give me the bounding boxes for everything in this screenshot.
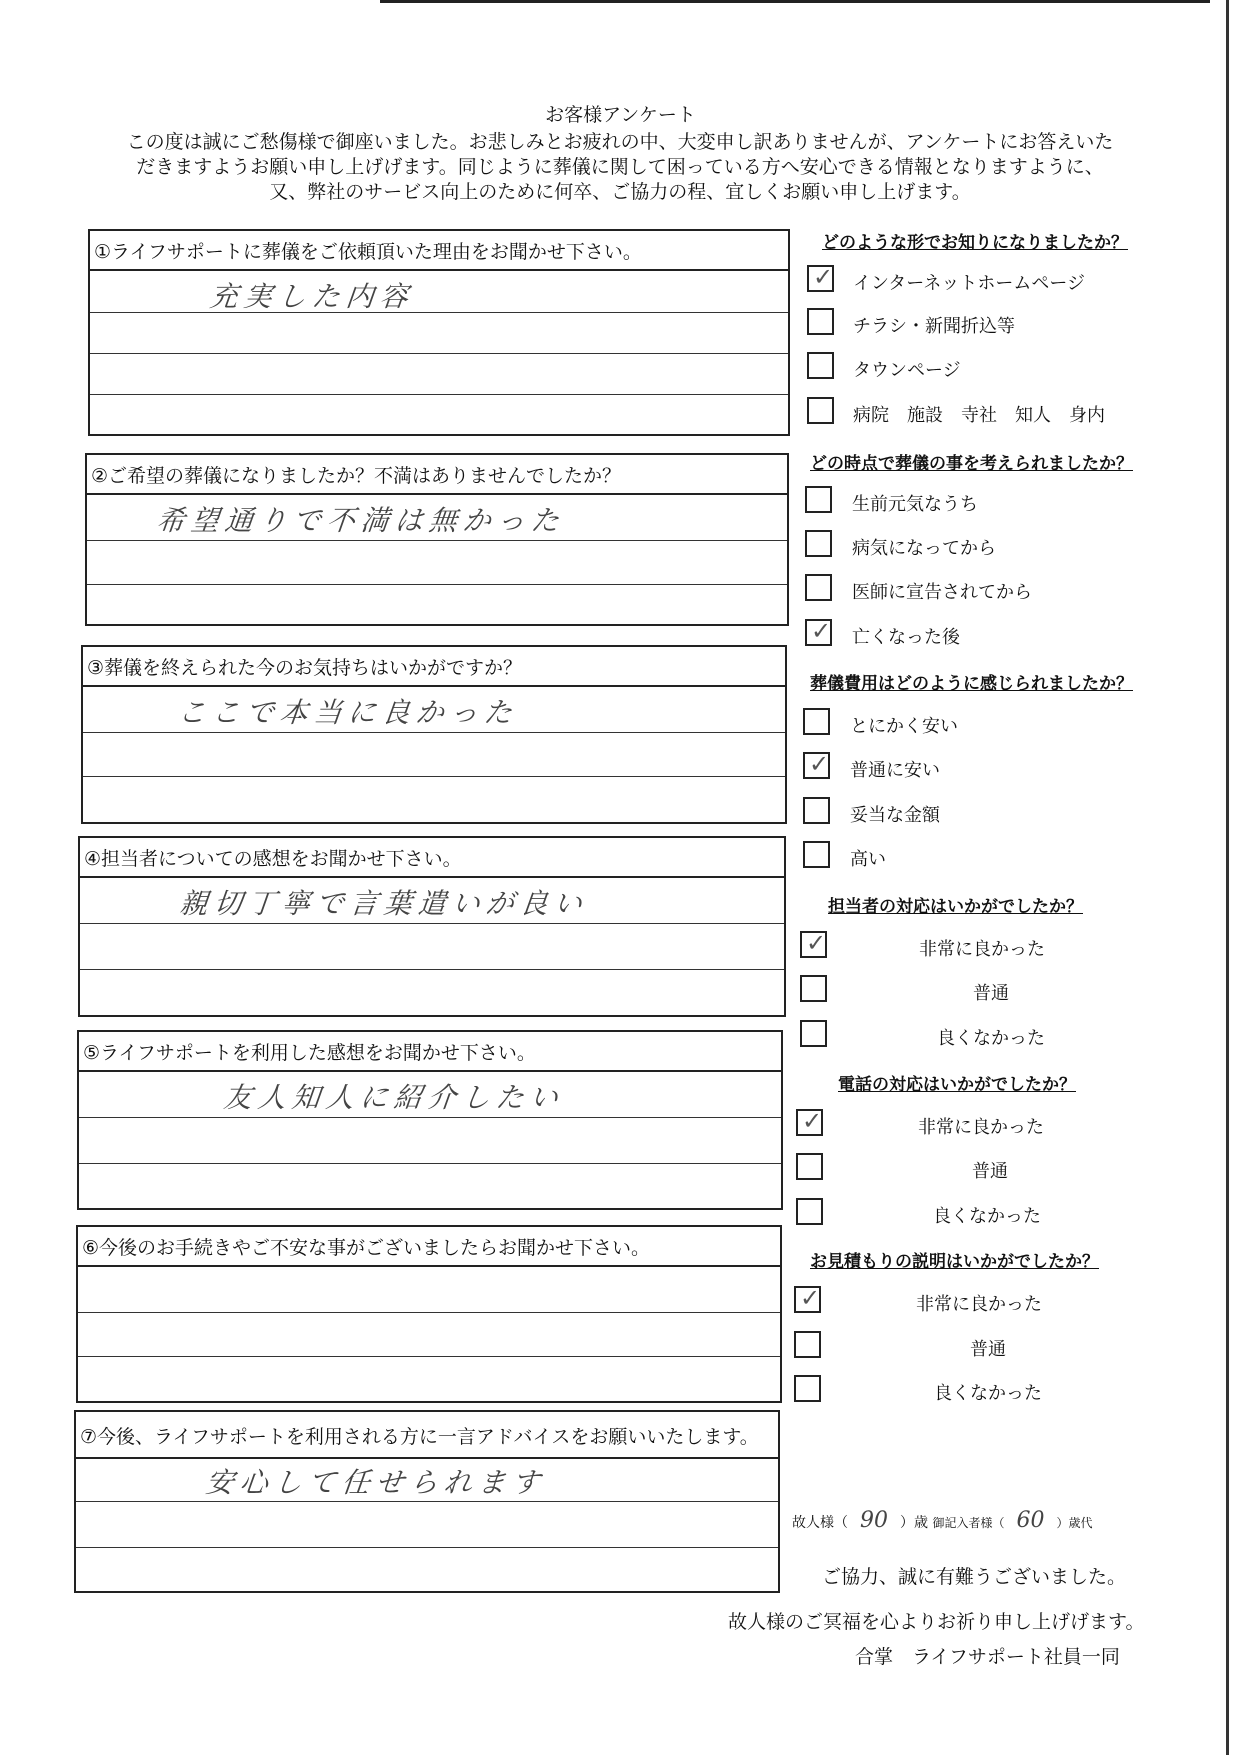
check-mark-icon: ✓ xyxy=(811,617,832,645)
option-while-healthy[interactable] xyxy=(805,484,1135,518)
checkbox[interactable] xyxy=(805,574,832,601)
section-staff-title: 担当者の対応はいかがでしたか？ xyxy=(828,897,1083,917)
option-label: 良くなかった xyxy=(937,1028,1045,1049)
option-label: 病気になってから xyxy=(852,538,996,559)
option-label: 普通 xyxy=(970,1339,1006,1360)
option-after-illness[interactable] xyxy=(805,528,1135,562)
option-phone-normal[interactable] xyxy=(796,1151,1126,1185)
option-after-death[interactable] xyxy=(805,617,1135,651)
checkbox[interactable] xyxy=(800,975,827,1002)
question-7-box xyxy=(74,1410,780,1593)
checkbox[interactable] xyxy=(794,1331,821,1358)
deceased-age-suffix: ）歳 xyxy=(900,1515,928,1531)
option-label: 亡くなった後 xyxy=(852,627,960,648)
check-mark-icon: ✓ xyxy=(809,750,830,778)
answer-line[interactable] xyxy=(78,1313,780,1357)
checkbox[interactable] xyxy=(803,841,830,868)
question-4-box xyxy=(78,836,786,1017)
writer-age-value[interactable]: 60 xyxy=(1016,1508,1045,1533)
writer-age-suffix: ）歳代 xyxy=(1056,1516,1093,1530)
answer-line[interactable] xyxy=(87,585,787,624)
answer-line[interactable] xyxy=(80,970,784,1015)
answer-handwriting: ここで本当に良かった xyxy=(176,696,520,729)
option-expensive[interactable] xyxy=(803,839,1133,873)
survey-intro xyxy=(60,130,1180,205)
answer-line[interactable] xyxy=(90,395,788,434)
answer-line[interactable] xyxy=(80,924,784,970)
answer-line[interactable] xyxy=(83,777,785,822)
option-phone-very-good[interactable] xyxy=(796,1107,1126,1141)
option-fairly-cheap[interactable] xyxy=(803,750,1133,784)
option-label: 良くなかった xyxy=(934,1383,1042,1404)
option-reasonable[interactable] xyxy=(803,795,1133,829)
answer-line[interactable] xyxy=(76,1459,778,1502)
answer-line[interactable] xyxy=(90,313,788,354)
option-label: 生前元気なうち xyxy=(852,494,978,515)
option-label: とにかく安い xyxy=(850,716,958,737)
answer-line[interactable] xyxy=(78,1267,780,1313)
checkbox[interactable] xyxy=(800,1020,827,1047)
age-fields xyxy=(792,1508,1092,1533)
option-label: 非常に良かった xyxy=(919,939,1045,960)
answer-line[interactable] xyxy=(78,1357,780,1401)
scan-edge-right xyxy=(1226,0,1229,1755)
option-internet[interactable] xyxy=(807,263,1137,297)
question-3-label: ③葬儀を終えられた今のお気持ちはいかがですか？ xyxy=(83,647,785,687)
section-phone-title: 電話の対応はいかがでしたか？ xyxy=(838,1075,1076,1095)
checkbox[interactable] xyxy=(794,1375,821,1402)
question-6-box xyxy=(76,1225,782,1403)
option-townpage[interactable] xyxy=(807,350,1137,384)
option-flyer[interactable] xyxy=(807,306,1137,340)
option-label: 病院 施設 寺社 知人 身内 xyxy=(853,405,1105,426)
checkbox[interactable] xyxy=(794,1286,821,1313)
option-phone-not-good[interactable] xyxy=(796,1196,1126,1230)
question-1-label: ①ライフサポートに葬儀をご依頼頂いた理由をお聞かせ下さい。 xyxy=(90,231,788,271)
option-label: 普通 xyxy=(973,983,1009,1004)
survey-title: お客様アンケート xyxy=(545,104,696,126)
answer-line[interactable] xyxy=(76,1548,778,1591)
option-very-cheap[interactable] xyxy=(803,706,1133,740)
question-7-label: ⑦今後、ライフサポートを利用される方に一言アドバイスをお願いいたします。 xyxy=(76,1412,778,1459)
option-referral[interactable] xyxy=(807,395,1137,429)
section-estimate-title: お見積もりの説明はいかがでしたか？ xyxy=(810,1252,1099,1272)
section-cost-title: 葬儀費用はどのように感じられましたか？ xyxy=(810,674,1133,694)
answer-line[interactable] xyxy=(83,733,785,777)
option-estimate-normal[interactable] xyxy=(794,1329,1124,1363)
section-timing-title: どの時点で葬儀の事を考えられましたか？ xyxy=(810,454,1133,474)
scan-edge-top xyxy=(380,0,1210,3)
question-4-label: ④担当者についての感想をお聞かせ下さい。 xyxy=(80,838,784,878)
checkbox[interactable] xyxy=(807,352,834,379)
option-estimate-not-good[interactable] xyxy=(794,1373,1124,1407)
intro-line: だきますようお願い申し上げげます。同じように葬儀に関して困っている方へ安心できる情報となりますように、 xyxy=(136,156,1104,178)
checkbox[interactable] xyxy=(803,752,830,779)
option-label: 普通 xyxy=(972,1161,1008,1182)
checkbox[interactable] xyxy=(807,265,834,292)
intro-line: 又、弊社のサービス向上のために何卒、ご協力の程、宜しくお願い申し上げます。 xyxy=(269,181,971,203)
checkbox[interactable] xyxy=(807,397,834,424)
checkbox[interactable] xyxy=(803,708,830,735)
option-label: 妥当な金額 xyxy=(850,805,940,826)
answer-handwriting: 友人知人に紹介したい xyxy=(222,1081,566,1114)
answer-handwriting: 希望通りで不満は無かった xyxy=(155,504,567,537)
option-label: 非常に良かった xyxy=(916,1294,1042,1315)
closing-signature: 合掌 ライフサポート社員一同 xyxy=(855,1646,1120,1668)
option-label: 高い xyxy=(850,849,886,870)
deceased-age-value[interactable]: 90 xyxy=(860,1508,888,1533)
check-mark-icon: ✓ xyxy=(802,1107,823,1135)
closing-prayer: 故人様のご冥福を心よりお祈り申し上げげます。 xyxy=(728,1611,1145,1633)
section-how-heard-title: どのような形でお知りになりましたか？ xyxy=(822,233,1128,253)
answer-line[interactable] xyxy=(90,354,788,395)
option-after-diagnosis[interactable] xyxy=(805,572,1135,606)
option-label: 医師に宣告されてから xyxy=(852,582,1032,603)
closing-thanks: ご協力、誠に有難うございました。 xyxy=(822,1566,1127,1588)
writer-age-label: 御記入者様（ xyxy=(932,1516,1005,1530)
option-label: 普通に安い xyxy=(850,760,940,781)
answer-line[interactable] xyxy=(79,1164,781,1208)
option-label: 非常に良かった xyxy=(918,1117,1044,1138)
question-3-box xyxy=(81,645,787,824)
question-2-box xyxy=(85,453,789,626)
answer-handwriting: 充実した内容 xyxy=(208,280,416,313)
deceased-age-label: 故人様（ xyxy=(792,1515,848,1531)
option-staff-very-good[interactable] xyxy=(800,929,1130,963)
answer-line[interactable] xyxy=(80,878,784,924)
check-mark-icon: ✓ xyxy=(806,929,827,957)
answer-line[interactable] xyxy=(79,1072,781,1118)
checkbox[interactable] xyxy=(800,931,827,958)
checkbox[interactable] xyxy=(796,1109,823,1136)
check-mark-icon: ✓ xyxy=(813,263,834,291)
checkbox[interactable] xyxy=(805,530,832,557)
answer-line[interactable] xyxy=(83,687,785,733)
question-5-box xyxy=(77,1030,783,1210)
checkbox[interactable] xyxy=(803,797,830,824)
option-label: 良くなかった xyxy=(933,1206,1041,1227)
intro-line: この度は誠にご愁傷様で御座いました。お悲しみとお疲れの中、大変申し訳ありませんが、アンケートにお答えいた xyxy=(126,131,1114,153)
option-label: チラシ・新聞折込等 xyxy=(853,316,1015,337)
option-staff-not-good[interactable] xyxy=(800,1018,1130,1052)
checkbox[interactable] xyxy=(807,308,834,335)
answer-handwriting: 安心して任せられます xyxy=(204,1466,548,1499)
answer-line[interactable] xyxy=(87,495,787,541)
checkbox[interactable] xyxy=(796,1153,823,1180)
checkbox[interactable] xyxy=(805,486,832,513)
question-1-box xyxy=(88,229,790,436)
answer-line[interactable] xyxy=(79,1118,781,1164)
answer-handwriting: 親切丁寧で言葉遣いが良い xyxy=(178,887,590,920)
answer-line[interactable] xyxy=(76,1502,778,1548)
question-5-label: ⑤ライフサポートを利用した感想をお聞かせ下さい。 xyxy=(79,1032,781,1072)
checkbox[interactable] xyxy=(796,1198,823,1225)
option-estimate-very-good[interactable] xyxy=(794,1284,1124,1318)
question-2-label: ②ご希望の葬儀になりましたか？不満はありませんでしたか？ xyxy=(87,455,787,495)
option-label: インターネットホームページ xyxy=(853,273,1086,294)
option-staff-normal[interactable] xyxy=(800,973,1130,1007)
checkbox[interactable] xyxy=(805,619,832,646)
check-mark-icon: ✓ xyxy=(800,1284,821,1312)
answer-line[interactable] xyxy=(87,541,787,585)
answer-line[interactable] xyxy=(90,271,788,313)
question-6-label: ⑥今後のお手続きやご不安な事がございましたらお聞かせ下さい。 xyxy=(78,1227,780,1267)
option-label: タウンページ xyxy=(853,360,961,381)
